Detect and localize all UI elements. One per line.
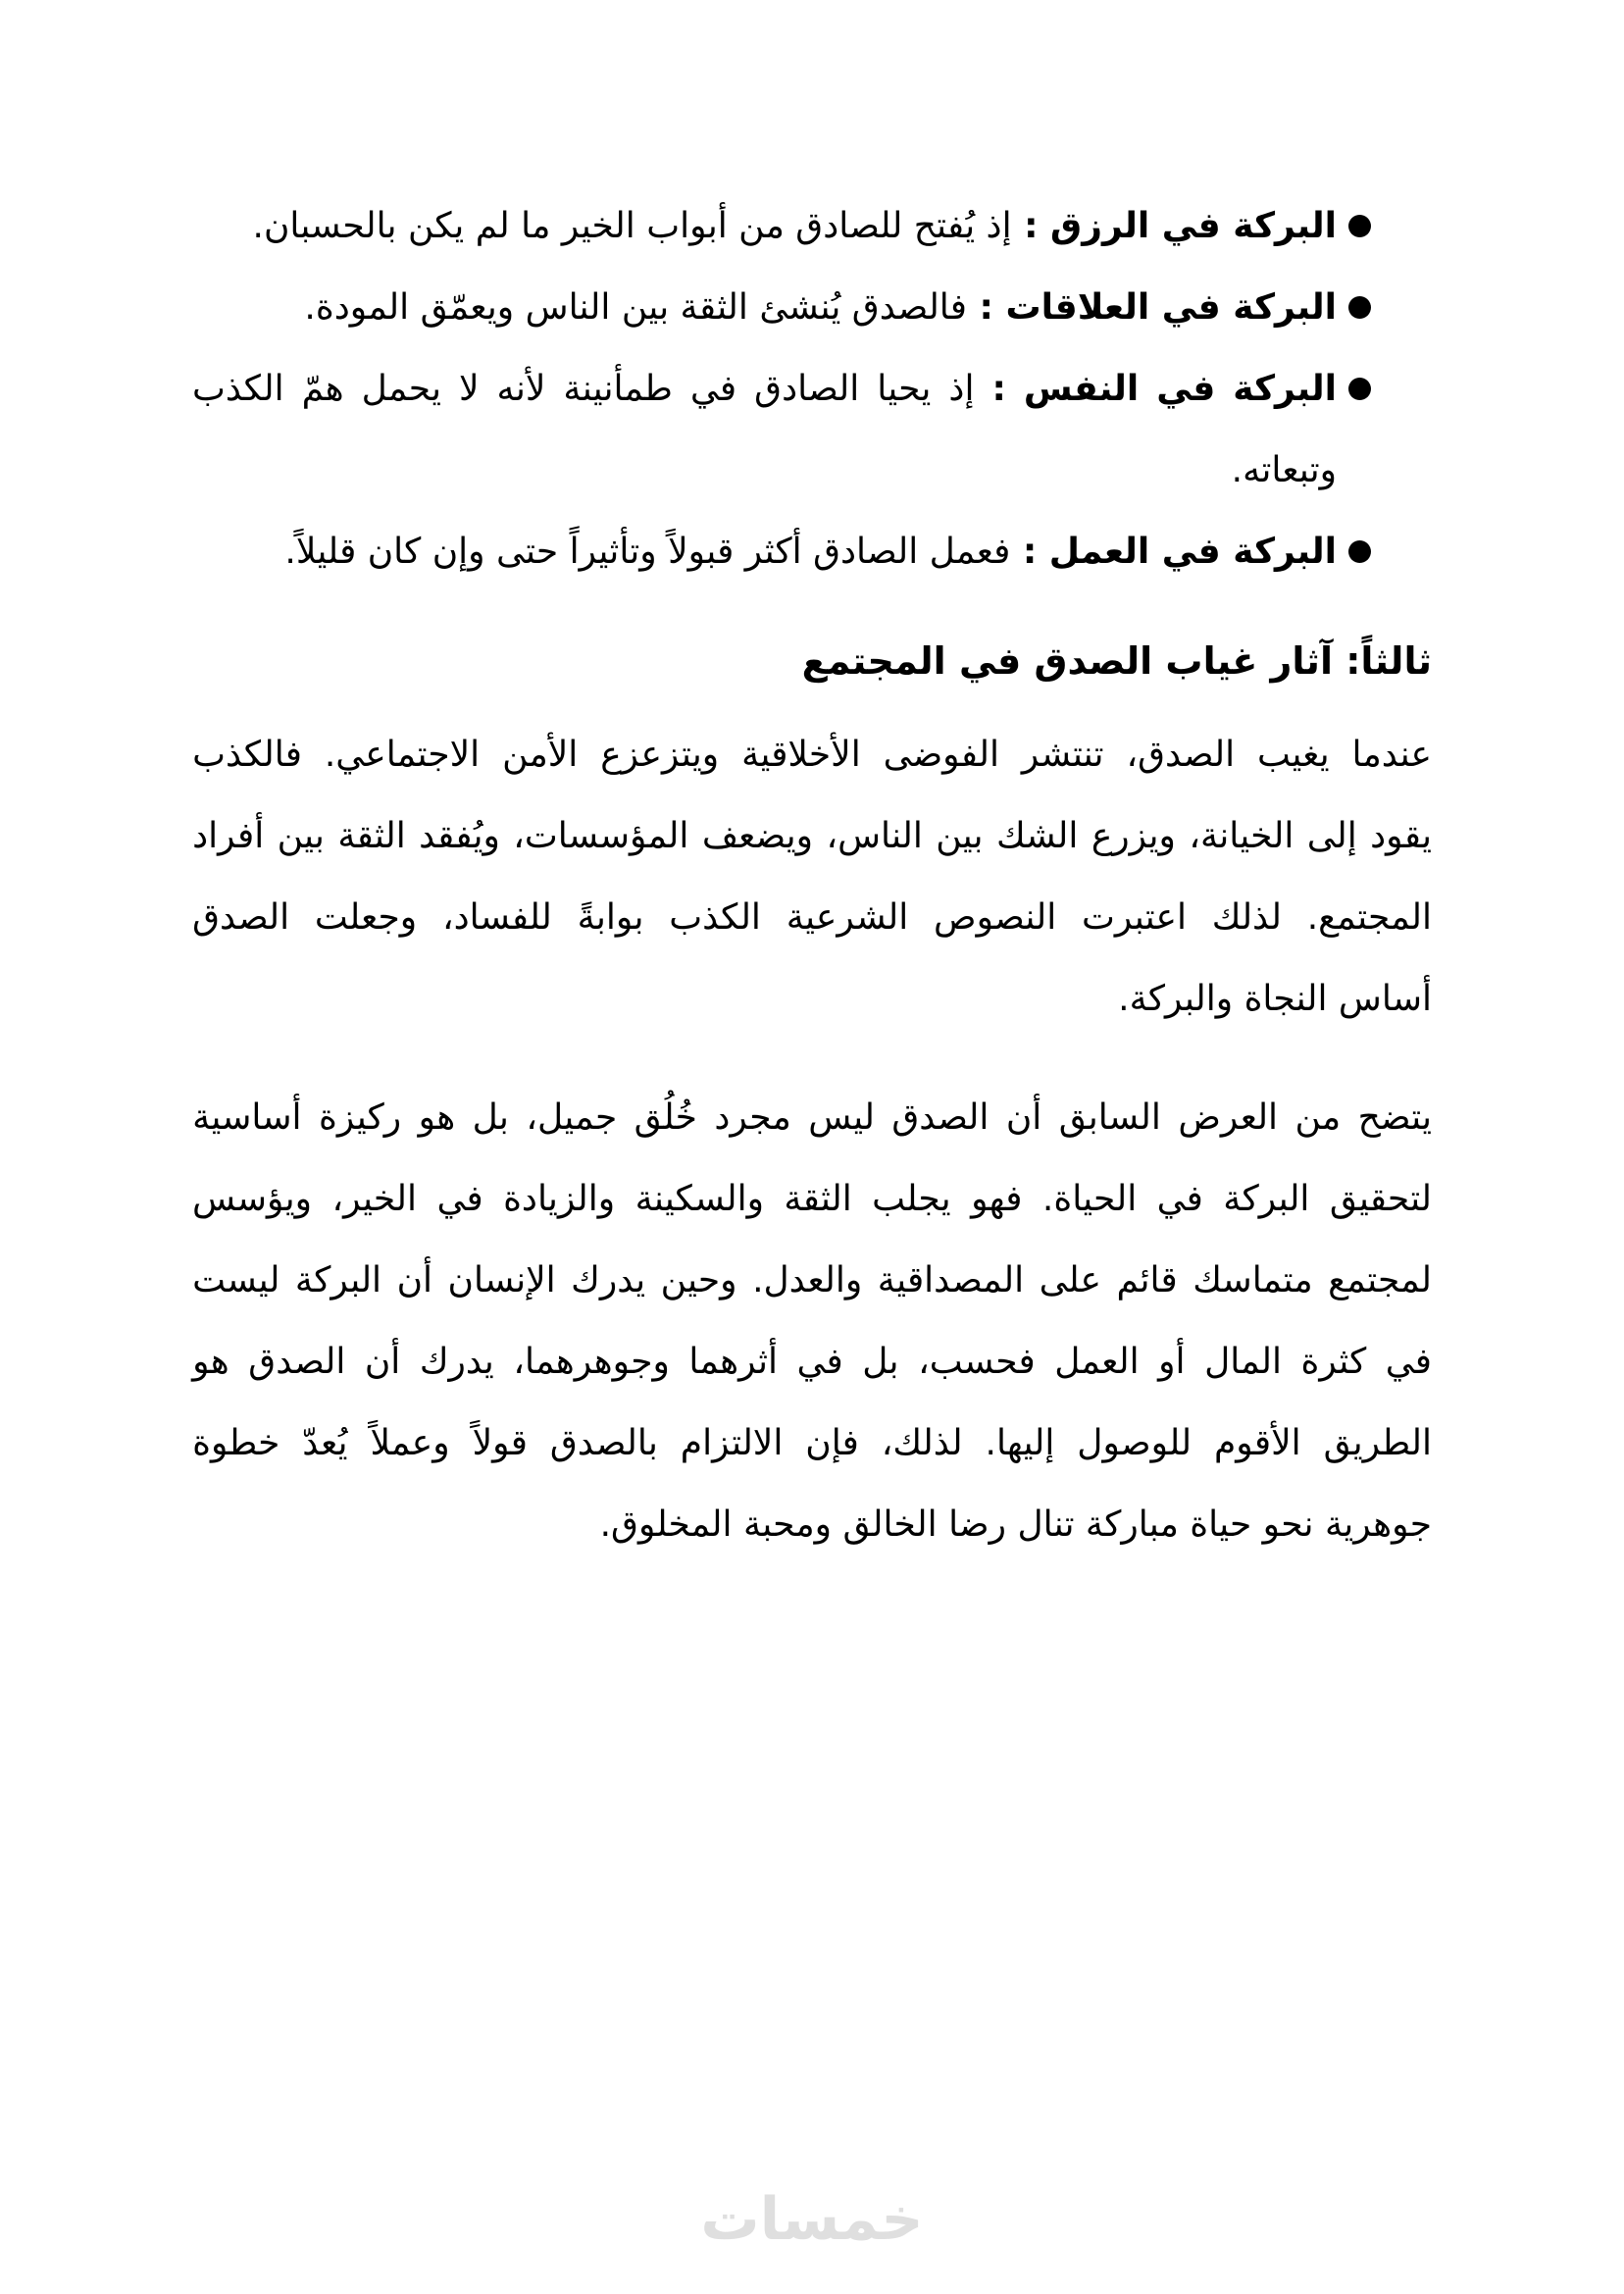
- bullet-marker-icon: [1348, 215, 1371, 237]
- bullet-item: [192, 348, 1432, 511]
- text-line: البركة في العمل : فعمل الصادق أكثر قبولاً وتأثيراً حتى وإن كان قليلاً.: [284, 532, 1337, 572]
- text-line: عندما يغيب الصدق، تنتشر الفوضى الأخلاقية ويتزعزع الأمن الاجتماعي. فالكذب: [192, 735, 1432, 775]
- text-line: في كثرة المال أو العمل فحسب، بل في أثرهما وجوهرهما، يدرك أن الصدق هو: [192, 1342, 1432, 1382]
- text-line: جوهرية نحو حياة مباركة تنال رضا الخالق ومحبة المخلوق.: [599, 1504, 1432, 1545]
- text-line: المجتمع. لذلك اعتبرت النصوص الشرعية الكذب بوابةً للفساد، وجعلت الصدق: [192, 897, 1432, 938]
- section-heading: ثالثاً: آثار غياب الصدق في المجتمع: [801, 639, 1432, 683]
- bullet-item: [192, 511, 1432, 592]
- text-line: لتحقيق البركة في الحياة. فهو يجلب الثقة والسكينة والزيادة في الخير، ويؤسس: [192, 1179, 1432, 1219]
- text-line: لمجتمع متماسك قائم على المصداقية والعدل. وحين يدرك الإنسان أن البركة ليست: [192, 1260, 1432, 1300]
- text-line: الطريق الأقوم للوصول إليها. لذلك، فإن الالتزام بالصدق قولاً وعملاً يُعدّ خطوة: [192, 1423, 1432, 1463]
- bullet-item: [192, 185, 1432, 267]
- bullet-marker-icon: [1348, 540, 1371, 563]
- paragraph: [192, 714, 1432, 1040]
- text-line: وتبعاته.: [1231, 450, 1337, 490]
- text-line: البركة في الرزق : إذ يُفتح للصادق من أبواب الخير ما لم يكن بالحسبان.: [252, 206, 1337, 246]
- text-line: البركة في العلاقات : فالصدق يُنشئ الثقة بين الناس ويعمّق المودة.: [304, 287, 1337, 328]
- watermark-khamsat: خمسات: [700, 2185, 924, 2254]
- bullet-item: [192, 267, 1432, 348]
- bullet-marker-icon: [1348, 296, 1371, 319]
- text-line: يتضح من العرض السابق أن الصدق ليس مجرد خُلُق جميل، بل هو ركيزة أساسية: [192, 1097, 1432, 1138]
- bullet-marker-icon: [1348, 378, 1371, 400]
- text-line: يقود إلى الخيانة، ويزرع الشك بين الناس، ويضعف المؤسسات، ويُفقد الثقة بين أفراد: [192, 816, 1432, 856]
- text-line: أساس النجاة والبركة.: [1118, 979, 1432, 1019]
- paragraph: [192, 1077, 1432, 1565]
- paragraphs: [192, 714, 1432, 1565]
- text-line: البركة في النفس : إذ يحيا الصادق في طمأنينة لأنه لا يحمل همّ الكذب: [192, 369, 1337, 409]
- bullet-list: [192, 185, 1432, 592]
